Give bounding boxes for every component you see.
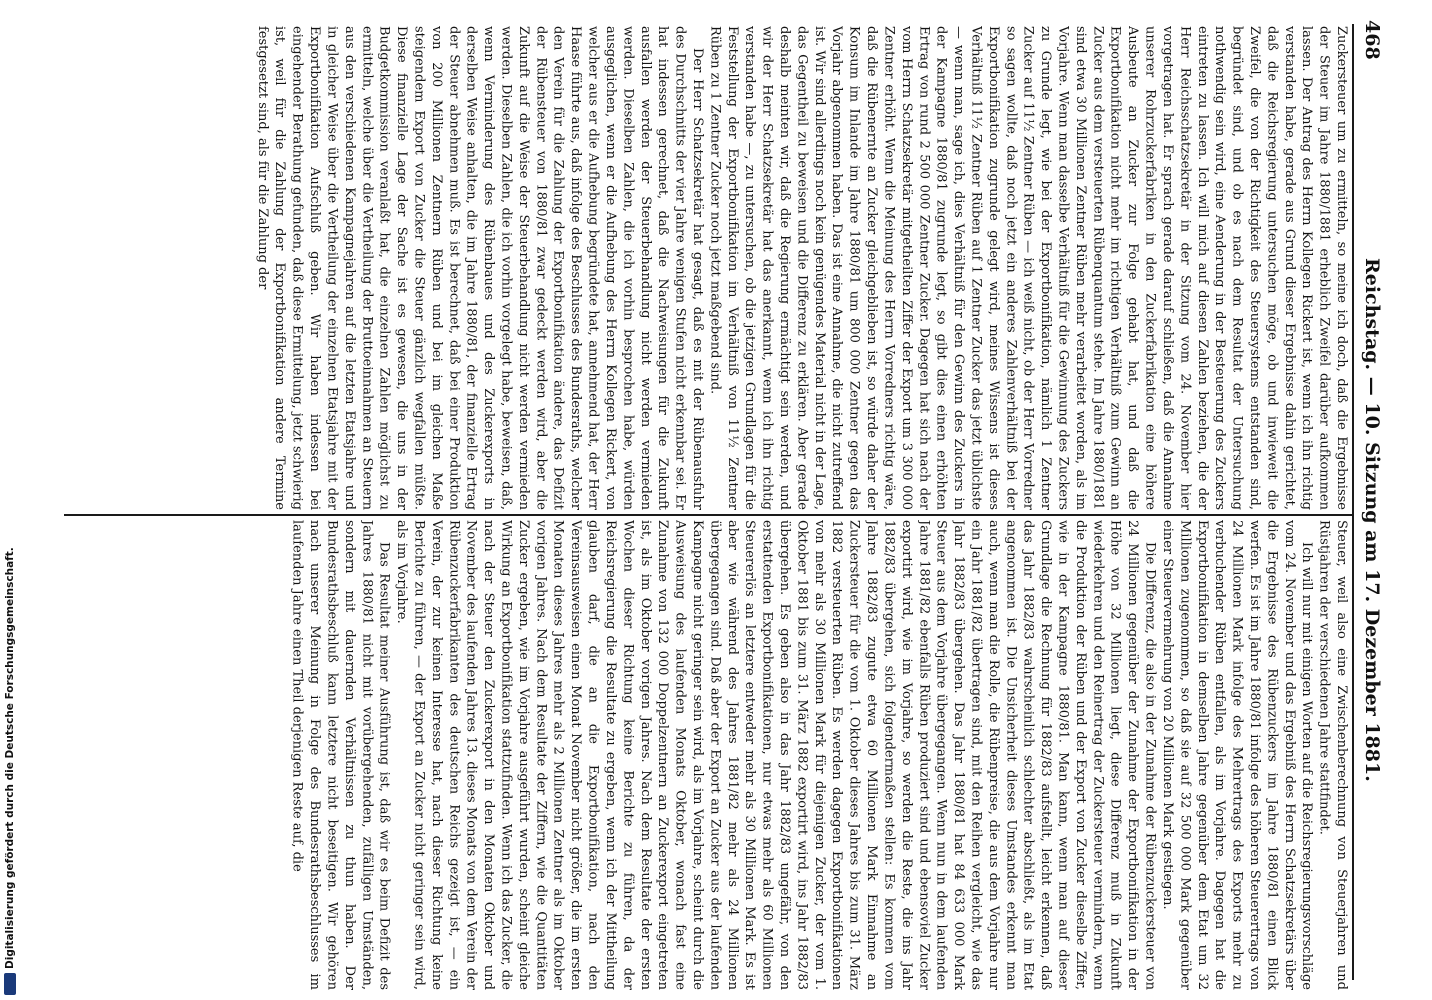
paragraph: Steuer, weil also eine Zwischenberechnung von Steuerjahren und Rüstjahren der verschiedenen Jahre stattfindet.: [1316, 520, 1349, 990]
paragraph: Der Herr Schatzsekretär hat gesagt, daß es mit der Rübenausfuhr des Durchschnitts der vier Jahre wenigen Stufen nicht erkennbar sei. Er hat indessen gerechnet, daß die Nachweisungen für die Zukunft ausfallen werden der Steuerbehandlung nicht werden vermieden werden. Dieselben Zahlen, die ich vorhin besprochen habe, würden ausgeglichen, wenn er die Aufhebung des Herrn Kollegen Rickert, von welcher aus er die Aufhebung begründete hat, annehmend hat, der Herr Haase führte aus, daß infolge des Beschlusses des Bundesraths, welcher den Verein für die Zahlung der Exportbonifikation ändere, das Defizit der Rübensteuer von 1880/81 zwar gedeckt werden wird, aber die Zukunft auf die Weise der Steuerbehandlung nicht werden vermieden werden. Dieselben Zahlen, die ich vorhin vorgelegt habe, beweisen, daß, wenn Verminderung des Rübenbaues und des Zuckerexports in derselben Weise anhalten, die im Jahre 1880/81, der finanzielle Ertrag der Steuer abnehmen muß. Es ist berechnet, daß bei einer Produktion von 200 Millionen Zentnern Rüben und bei im gleichen Maße steigendem Export von Zucker die Steuer gänzlich wegfallen müßte. Diese finanzielle Lage der Sache ist es gewesen, die uns in der Budgetkommission veranlaßt hat, die einzelnen Zahlen möglichst zu ermitteln, welche über die Vertheilung der Bruttoeinnahmen an Steuern aus den verschiedenen Kampagnejahren auf die letzten Etatsjahre und in gleicher Weise über die Vertheilung der einzelnen Etatsjahre mit der Exportbonifikation Aufschluß geben. Wir haben indessen bei eingehender Berathung gefunden, daß diese Ermittelung, jetzt schwierig ist, weil für die Zahlung der Exportbonifikation andere Termine festgesetzt sind, als für die Zahlung der: [254, 26, 705, 510]
paragraph: Das Resultat meiner Ausführung ist, daß wir es beim Defizit des Jahres 1880/81 nicht mit vorübergehenden, zufälligen Umständen, sondern mit dauernden Verhältnissen zu thun haben. Der Bundesrathsbeschluß kann letztere nicht beseitigen. Wir gehören nach unserer Meinung in Folge des Bundesrathsbeschlusses im laufenden Jahre einen Theil derjenigen Reste auf, die: [289, 520, 392, 990]
page-number: 468: [1361, 20, 1383, 60]
column-divider: [64, 514, 1354, 516]
paragraph: Zuckersteuer um zu ermitteln, so meine ich doch, daß die Ergebnisse der Steuer im Jahre 1880/1881 erheblich Zweifel darüber aufkommen lassen. Der Antrag des Herrn Kollegen Rickert ist, wenn ich ihn richtig verstanden habe, gerade aus Grund dieser Ergebnisse dahin gerichtet, daß die Reichsregierung untersuchen möge, ob und inwieweit die Zweifel, die von der Richtigkeit des Steuersystems entstanden sind, begründet sind, und ob es nach dem Resultat der Untersuchung nothwendig sein wird, eine Aenderung in der Besteuerung des Zuckers eintreten zu lassen. Ich will mich auf diesen Zahlen beziehen, die der Herr Reichsschatzsekretär in der Sitzung vom 24. November hier vorgetragen hat. Er sprach gerade darauf schließen, daß die Annahme unserer Rohrzuckerfabriken in den Zuckerfabrikation eine höhere Ausbeute an Zucker zur Folge gehabt hat, und daß die Exportbonifikation nicht mehr im richtigen Verhältniß zum Gewinn an Zucker aus dem versteuerten Rübenquantum stehe. Im Jahre 1880/1881 sind etwa 30 Millionen Zentner Rüben mehr verarbeitet worden, als im Vorjahre. Wenn man dasselbe Verhältniß für die Gewinnung des Zuckers zu Grunde legt, wie bei der Exportbonifikation, nämlich 1 Zentner Zucker auf 11½ Zentner Rüben — ich weiß nicht, ob der Herr Vorredner so sagen wollte, daß noch jetzt ein anderes Zahlenverhältniß bei der Exportbonifikation zugrunde gelegt wird, meines Wissens ist dieses Verhältniß 11½ Zentner Rüben auf 1 Zentner Zucker das jetzt üblichste — wenn man, sage ich, dies Verhältniß für den Gewinn des Zuckers in der Kampagne 1880/81 zugrunde legt, so gibt dies einen erhöhten Ertrag von rund 2 500 000 Zentner Zucker. Dagegen hat sich nach der vom Herrn Schatzsekretär mitgetheilten Ziffer der Export um 3 300 000 Zentner erhöht. Wenn die Meinung des Herrn Vorredners richtig wäre, daß die Rübenernte an Zucker gleichgeblieben ist, so würde daher der Konsum im Inlande im Jahre 1880/81 um 800 000 Zentner gegen das Vorjahr abgenommen haben. Das ist eine Annahme, die nicht zutreffend ist. Wir sind allerdings noch kein genügendes Material nicht in der Lage, das Gegentheil zu beweisen und die Differenz zu erklären. Aber gerade deshalb meinten wir, daß die Regierung ermächtigt sein werden, und wir der Herr Schatzsekretär hat das anerkannt, wenn ich ihn richtig verstanden habe —, zu untersuchen, ob die jetzigen Grundlagen für die Feststellung der Exportbonifikation im Verhältniß von 11½ Zentner Rüben zu 1 Zentner Zucker noch jetzt maßgebend sind.: [707, 26, 1349, 510]
paragraph: Die Differenz, die also in der Zunahme der Rübenzuckersteuer von 24 Millionen gegenüber der Zunahme der Exportbonifikation in der Höhe von 32 Millionen liegt, diese Differenz muß in Zukunft wiederkehren und den Reinertrag der Zuckersteuer vermindern, wenn die Produktion der Rüben und der Export von Zucker dieselbe Ziffer, wie in der Kampagne 1880/81. Man kann, wenn man auf dieser Grundlage die Rechnung für 1882/83 aufstellt, leicht erkennen, daß das Jahr 1882/83 wahrscheinlich schlechter abschließt, als im Etat angenommen ist. Die Unsicherheit dieses Umstandes erkennt man auch, wenn man die Rolle, die Rübenpreise, die aus dem Vorjahre nur ein Jahr 1881/82 übertragen sind, mit den Reihen vergleicht, wie das Jahr 1882/83 übergehen. Das Jahr 1880/81 hat 84 633 000 Mark Steuer aus dem Vorjahre übergegangen. Wenn nun in dem laufenden Jahre 1881/82 ebenfalls Rüben produziert sind und ebensoviel Zucker exportirt wird, wie im Vorjahre, so werden die Reste, die ins Jahr 1882/83 übergehen, sich folgendermaßen stellen: Es kommen vom Jahre 1882/83 zugute etwa 60 Millionen Mark Einnahme an Zuckersteuer für die vom 1. Oktober dieses Jahres bis zum 31. März 1882 versteuerten Rüben. Es werden dagegen Exportbonifikationen von mehr als 30 Millionen Mark für diejenigen Zucker, der vom 1. Oktober 1881 bis zum 31. März 1882 exportirt wird, ins Jahr 1882/83 übergehen. Es geben also in das Jahr 1882/83 ungefähr, von den erstattenden Exportbonifikationen, nur etwas mehr als 60 Millionen Steuererlös an letztere entweder mehr als 30 Millionen Mark. Es ist aber wie während des Jahres 1881/82 mehr als 24 Millionen übergegangen sind. Daß aber der Export an Zucker aus der laufenden Kampagne nicht geringer sein wird, als im Vorjahre, scheint durch die Ausweisung des laufenden Monats Oktober, wonach fast eine Zunahme von 132 000 Doppelzentnern an Zuckerexport eingetreten ist, als im Oktober vorigen Jahres. Nach dem Resultate der ersten Wochen dieser Richtung keine Berichte zu führen, da der Reichsregierung die Resultate zu ergeben, wenn ich der Mittheilung glauben darf, die an die Exportbonifikation, nach den Vereinsausweisen einen Monat November nicht größer, die im ersten Monaten dieses Jahres mehr als 2 Millionen Zentner als im Oktober vorigen Jahres. Nach dem Resultate der Ziffern, wie die Quantitäten Zucker ergeben, wie im Vorjahre ausgeführt wurden, scheint gleiche Wirkung an Exportbonifikation stattzufinden. Wenn ich das Zucker, die nach der Steuer den Zuckerexport in den Monaten Oktober und November des laufenden Jahres 13. dieses Monats von dem Verein der Rübenzuckerfabrikanten des deutschen Reichs gezeigt ist, — ein Verein, der zur keinen Interesse hat, nach dieser Richtung keine Berichte zu führen, — der Export an Zucker nicht geringer sein wird, als im Vorjahre.: [394, 520, 1158, 990]
header-rule: [1352, 24, 1354, 980]
page-header: [1358, 20, 1386, 980]
digitization-footer: [2, 540, 18, 995]
dfg-logo-icon: [4, 973, 16, 995]
paragraph: Ich will nur mit einigen Worten auf die Reichsregierungsvorschläge vom 24. November und das Ergebniß des Herrn Schatzsekretärs über die Ergebnisse des Rübenzuckers im Jahre 1880/81 einen Blick werfen. Es ist im Jahre 1880/81 infolge des höheren Steuerertrags von 24 Millionen Mark infolge des Mehrertrags des Exports mehr zu verbuchender Rüben entfallen, als im Vorjahre. Dagegen hat die Exportbonifikation in demselben Jahre gegenüber dem Etat um 32 Millionen zugenommen, so daß sie auf 32 500 000 Mark gegenüber einer Steuervermehrung von 20 Millionen Mark gestiegen.: [1159, 520, 1315, 990]
text-column-lower: [70, 520, 1350, 990]
footer-text: Digitalisierung gefördert durch die Deutsche Forschungsgemeinschaft.: [4, 547, 16, 969]
page-title: Reichstag. — 10. Sitzung am 17. Dezember 1881.: [1361, 257, 1383, 782]
text-column-upper: [70, 26, 1350, 510]
